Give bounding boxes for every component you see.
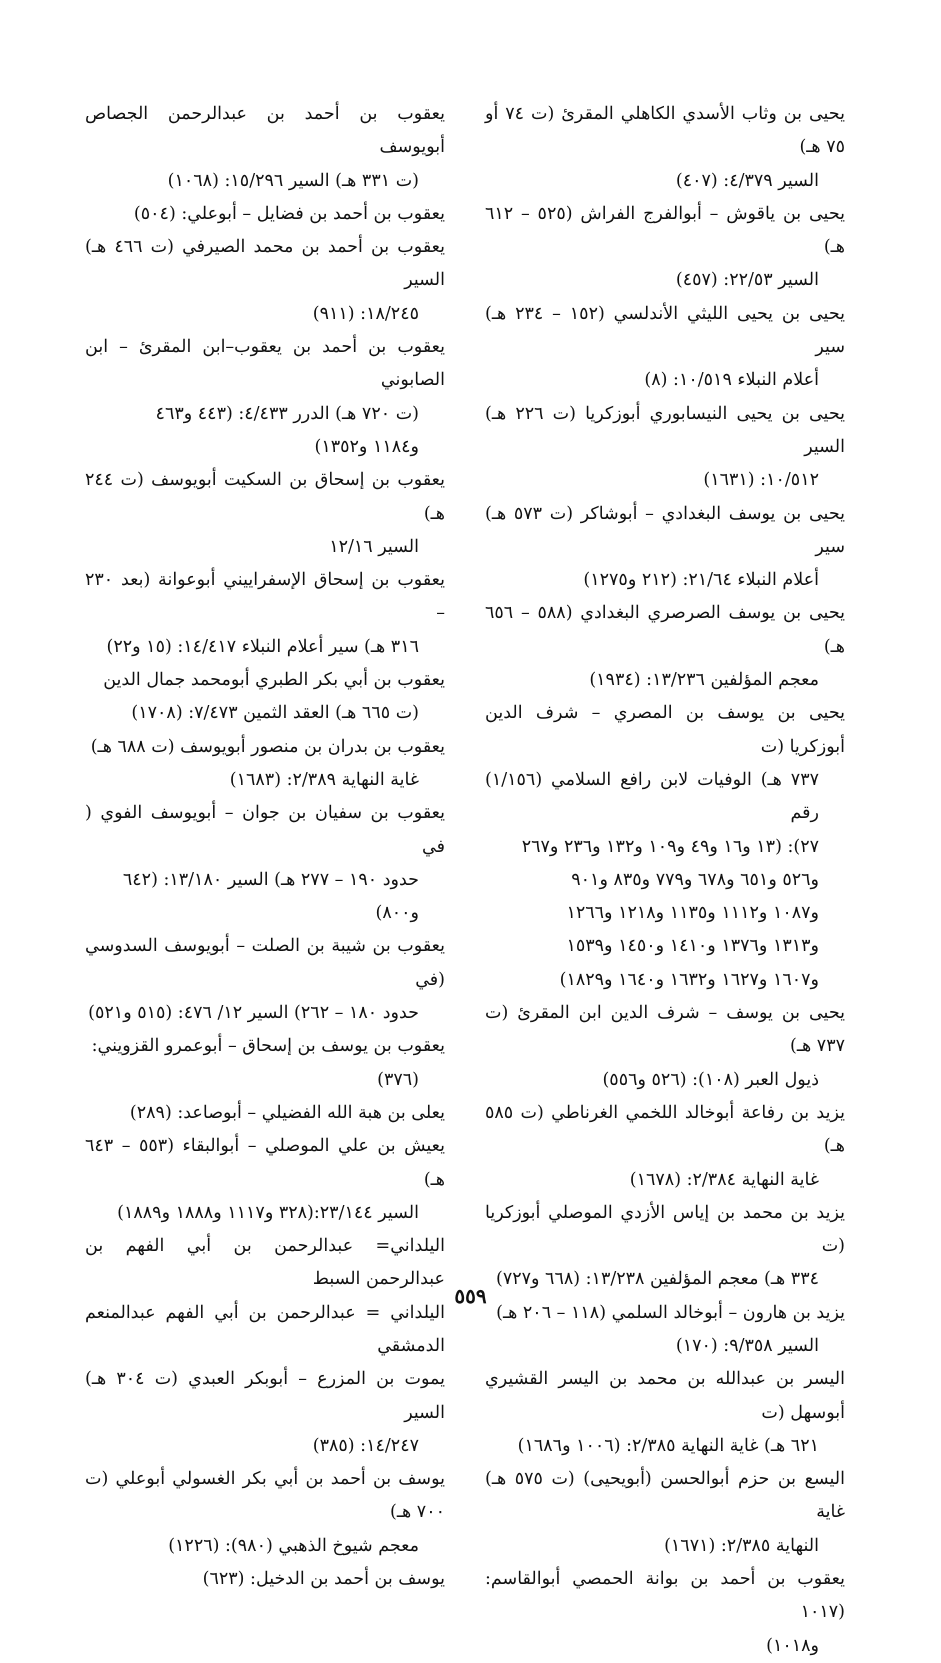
index-entry (485, 1097, 845, 1197)
index-entry (85, 331, 445, 464)
entry-continuation-line: ذيول العبر (١٠٨): (٥٢٦ و٥٥٦) (602, 1069, 819, 1090)
entry-continuation-line: ١٠/٥١٢: (١٦٣١) (703, 470, 819, 491)
index-entry (85, 1130, 445, 1230)
entry-heading-line: يعقوب بن أحمد بن يعقوب–ابن المقرئ – ابن الصابوني (85, 337, 445, 391)
entry-continuation-line: ١٨/٢٤٥: (٩١١) (312, 303, 419, 324)
entry-heading-line: يوسف بن أحمد بن الدخيل: (٦٢٣) (202, 1569, 445, 1590)
entry-continuation-line: ٧٣٧ هـ) الوفيات لابن رافع السلامي (١/١٥٦) رقم (485, 769, 819, 824)
entry-heading-line: يحيى بن يحيى النيسابوري أبوزكريا (ت ٢٢٦ هـ) السير (485, 403, 845, 457)
entry-heading-line: يعقوب بن سفيان بن جوان – أبويوسف الفوي ( في (85, 803, 445, 857)
index-entry (85, 1097, 445, 1130)
index-entry (85, 198, 445, 231)
entry-heading-line: يحيى بن يوسف الصرصري البغدادي (٥٨٨ – ٦٥٦ هـ) (485, 603, 845, 657)
index-entry (485, 498, 845, 598)
entry-heading-line: يموت بن المزرع – أبوبكر العبدي (ت ٣٠٤ هـ) السير (85, 1369, 445, 1423)
index-entry (485, 1363, 845, 1463)
index-entry (485, 1563, 845, 1663)
entry-heading-line: يزيد بن محمد بن إياس الأزدي الموصلي أبوزكريا (ت (485, 1202, 845, 1257)
index-entry (485, 1463, 845, 1563)
entry-heading-line: يعقوب بن إسحاق الإسفراييني أبوعوانة (بعد ٢٣٠ – (85, 570, 445, 624)
entry-continuation-line: أعلام النبلاء ١٠/٥١٩: (٨) (644, 370, 819, 391)
index-entry (85, 664, 445, 731)
index-column-left (85, 98, 445, 1596)
entry-heading-line: يعقوب بن أبي بكر الطبري أبومحمد جمال الدين (103, 670, 445, 691)
entry-heading-line: يوسف بن أحمد بن أبي بكر الغسولي أبوعلي (ت ٧٠٠ هـ) (85, 1469, 445, 1523)
entry-continuation-line: السير ٢٣/١٤٤:(٣٢٨ و١١١٧ و١٨٨٨ و١٨٨٩) (117, 1202, 419, 1223)
index-entry (485, 198, 845, 298)
page-number: ٥٥٩ (454, 1284, 487, 1308)
entry-continuation-line: ١٤/٢٤٧: (٣٨٥) (312, 1435, 419, 1456)
entry-continuation-line: السير ٩/٣٥٨: (١٧٠) (675, 1335, 819, 1356)
entry-heading-line: اليسع بن حزم أبوالحسن (أبويحيى) (ت ٥٧٥ هـ) غاية (485, 1469, 845, 1523)
entry-continuation-line: أعلام النبلاء ٢١/٦٤: (٢١٢ و١٢٧٥) (583, 570, 819, 591)
index-entry (485, 697, 845, 997)
index-entry (85, 1363, 445, 1463)
entry-continuation-line: ٢٧): (١٣ و١٦ و٤٩ و١٠٩ و١٣٢ و٢٣٦ و٢٦٧ (521, 836, 819, 857)
entry-continuation-line: حدود ١٩٠ – ٢٧٧ هـ) السير ١٣/١٨٠: (٦٤٢ (122, 869, 419, 890)
index-entry (85, 464, 445, 564)
entry-heading-line: اليسر بن عبدالله بن محمد بن اليسر القشيري أبوسهل (ت (485, 1369, 845, 1423)
entry-continuation-line: السير ١٢/١٦ (329, 536, 419, 557)
entry-continuation-line: ٣١٦ هـ) سير أعلام النبلاء ١٤/٤١٧: (١٥ و٢٢) (106, 636, 419, 657)
entry-heading-line: يعقوب بن شيبة بن الصلت – أبويوسف السدوسي (في (85, 936, 445, 990)
entry-continuation-line: غاية النهاية ٢/٣٨٩: (١٦٨٣) (229, 769, 419, 790)
entry-heading-line: يحيى بن وثاب الأسدي الكاهلي المقرئ (ت ٧٤ أو ٧٥ هـ) (485, 104, 845, 158)
entry-continuation-line: و٥٢٦ و٦٥١ و٦٧٨ و٧٧٩ و٨٣٥ و٩٠١ (571, 869, 819, 890)
entry-continuation-line: السير ٤/٣٧٩: (٤٠٧) (675, 170, 819, 191)
entry-continuation-line: و١٠١٨) (766, 1635, 819, 1656)
entry-continuation-line: و١١٨٤ و١٣٥٢) (314, 436, 419, 457)
index-entry (85, 1463, 445, 1563)
entry-continuation-line: ٦٢١ هـ) غاية النهاية ٢/٣٨٥: (١٠٠٦ و١٦٨٦) (517, 1435, 819, 1456)
entry-heading-line: يحيى بن يوسف البغدادي – أبوشاكر (ت ٥٧٣ هـ) سير (485, 503, 846, 557)
index-entry (485, 997, 845, 1097)
entry-heading-line: يعيش بن علي الموصلي – أبوالبقاء (٥٥٣ – ٦٤٣ هـ) (85, 1136, 445, 1190)
entry-heading-line: اليلداني= عبدالرحمن بن أبي الفهم بن عبدالرحمن السبط (85, 1236, 445, 1290)
index-entry (85, 1563, 445, 1596)
entry-continuation-line: و١٦٠٧ و١٦٢٧ و١٦٣٢ و١٦٤٠ و١٨٢٩) (559, 969, 819, 990)
index-entry (85, 731, 445, 798)
index-entry (85, 564, 445, 664)
index-entry (85, 231, 445, 331)
entry-heading-line: يعقوب بن أحمد بن محمد الصيرفي (ت ٤٦٦ هـ) السير (85, 237, 445, 291)
entry-continuation-line: غاية النهاية ٢/٣٨٤: (١٦٧٨) (629, 1169, 819, 1190)
entry-continuation-line: (ت ٧٢٠ هـ) الدرر ٤/٤٣٣: (٤٤٣ و٤٦٣ (155, 403, 419, 424)
entry-continuation-line: و٨٠٠) (375, 903, 419, 924)
entry-continuation-line: (٣٧٦) (377, 1069, 419, 1090)
entry-heading-line: اليلداني = عبدالرحمن بن أبي الفهم عبدالمنعم الدمشقي (85, 1302, 445, 1356)
index-entry (485, 398, 845, 498)
entry-heading-line: يحيى بن يحيى الليثي الأندلسي (١٥٢ – ٢٣٤ هـ) سير (485, 303, 845, 358)
entry-heading-line: يزيد بن هارون – أبوخالد السلمي (١١٨ – ٢٠٦ هـ) (496, 1302, 845, 1323)
entry-continuation-line: (ت ٣٣١ هـ) السير ١٥/٢٩٦: (١٠٦٨) (167, 170, 419, 191)
entry-continuation-line: النهاية ٢/٣٨٥: (١٦٧١) (664, 1535, 819, 1556)
entry-heading-line: يعقوب بن يوسف بن إسحاق – أبوعمرو القزويني: (91, 1036, 445, 1057)
entry-heading-line: يعقوب بن أحمد بن بوانة الحمصي أبوالقاسم: (١٠١٧ (485, 1569, 845, 1623)
entry-heading-line: يعقوب بن أحمد بن عبدالرحمن الجصاص أبويوسف (85, 104, 445, 158)
index-entry (485, 1197, 845, 1297)
index-entry (85, 930, 445, 1030)
entry-continuation-line: (ت ٦٦٥ هـ) العقد الثمين ٧/٤٧٣: (١٧٠٨) (131, 703, 419, 724)
entry-heading-line: يعقوب بن بدران بن منصور أبويوسف (ت ٦٨٨ هـ) (90, 736, 445, 757)
index-entry (85, 98, 445, 198)
entry-continuation-line: حدود ١٨٠ – ٢٦٢) السير ١٢/ ٤٧٦: (٥١٥ و٥٢١) (88, 1003, 419, 1024)
index-entry (485, 98, 845, 198)
entry-heading-line: يعقوب بن أحمد بن فضايل – أبوعلي: (٥٠٤) (133, 203, 445, 224)
entry-heading-line: يحيى بن ياقوش – أبوالفرج الفراش (٥٢٥ – ٦١٢ هـ) (485, 203, 845, 258)
entry-continuation-line: ٣٣٤ هـ) معجم المؤلفين ١٣/٢٣٨: (٦٦٨ و٧٢٧) (496, 1269, 819, 1290)
index-entry (85, 797, 445, 930)
entry-heading-line: يحيى بن يوسف – شرف الدين ابن المقرئ (ت ٧٣٧ هـ) (485, 1003, 845, 1057)
entry-heading-line: يعلى بن هبة الله الفضيلي – أبوصاعد: (٢٨٩) (129, 1102, 445, 1123)
index-entry (485, 597, 845, 697)
entry-heading-line: يعقوب بن إسحاق بن السكيت أبويوسف (ت ٢٤٤ هـ) (85, 470, 445, 524)
index-entry (85, 1030, 445, 1097)
index-entry (485, 298, 845, 398)
index-column-right (485, 98, 845, 1663)
entry-heading-line: يحيى بن يوسف بن المصري – شرف الدين أبوزكريا (ت (485, 703, 845, 757)
entry-continuation-line: السير ٢٢/٥٣: (٤٥٧) (675, 270, 819, 291)
entry-continuation-line: معجم المؤلفين ١٣/٢٣٦: (١٩٣٤) (589, 670, 819, 691)
entry-continuation-line: معجم شيوخ الذهبي (٩٨٠): (١٢٢٦) (168, 1535, 419, 1556)
entry-continuation-line: و١٠٨٧ و١١١٢ و١١٣٥ و١٢١٨ و١٢٦٦ (566, 903, 819, 924)
entry-continuation-line: و١٣١٣ و١٣٧٦ و١٤١٠ و١٤٥٠ و١٥٣٩ (566, 936, 819, 957)
entry-heading-line: يزيد بن رفاعة أبوخالد اللخمي الغرناطي (ت ٥٨٥ هـ) (485, 1102, 845, 1157)
